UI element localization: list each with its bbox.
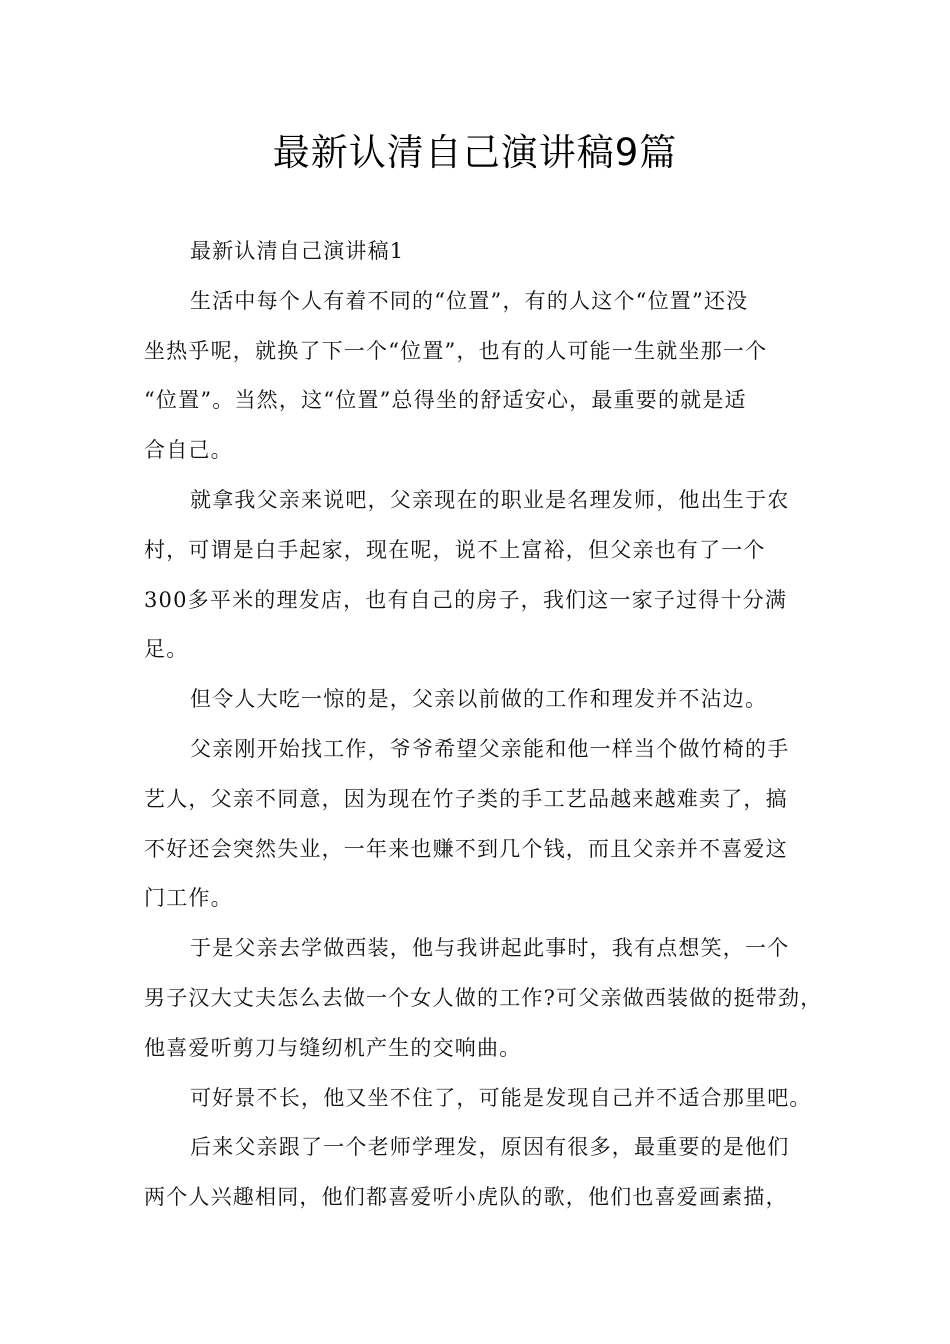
text-line: 两个人兴趣相同，他们都喜爱听小虎队的歌，他们也喜爱画素描， [144, 1185, 788, 1210]
paragraph [144, 476, 812, 675]
text-line: 300多平米的理发店，也有自己的房子，我们这一家子过得十分满 [144, 587, 788, 612]
text-line: 男子汉大丈夫怎么去做一个女人做的工作?可父亲做西装做的挺带劲， [144, 985, 823, 1010]
text-line: 足。 [144, 637, 189, 662]
document-body [144, 227, 823, 1223]
text-line: 他喜爱听剪刀与缝纫机产生的交响曲。 [144, 1035, 522, 1060]
text-line: 但令人大吃一惊的是，父亲以前做的工作和理发并不沾边。 [190, 687, 768, 712]
text-line: “位置”。当然，这“位置”总得坐的舒适安心，最重要的就是适 [144, 388, 747, 413]
paragraph [144, 924, 823, 1073]
text-line: 就拿我父亲来说吧，父亲现在的职业是名理发师，他出生于农 [190, 487, 790, 512]
text-line: 门工作。 [144, 886, 233, 911]
text-line: 艺人，父亲不同意，因为现在竹子类的手工艺品越来越难卖了，搞 [144, 786, 788, 811]
text-line: 于是父亲去学做西装，他与我讲起此事时，我有点想笑，一个 [190, 936, 790, 961]
paragraph [144, 1074, 812, 1124]
text-line: 村，可谓是白手起家，现在呢，说不上富裕，但父亲也有了一个 [144, 537, 766, 562]
paragraph [144, 675, 812, 725]
text-line: 生活中每个人有着不同的“位置”，有的人这个“位置”还没 [190, 288, 749, 313]
paragraph [144, 1123, 812, 1223]
text-line: 最新认清自己演讲稿1 [190, 239, 405, 263]
text-line: 后来父亲跟了一个老师学理发，原因有很多，最重要的是他们 [190, 1135, 790, 1160]
paragraph [144, 277, 812, 476]
paragraph-heading-1 [144, 227, 812, 277]
document-title: 最新认清自己演讲稿9篇 [272, 131, 678, 174]
text-line: 不好还会突然失业，一年来也赚不到几个钱，而且父亲并不喜爱这 [144, 836, 788, 861]
text-line: 合自己。 [144, 438, 233, 463]
paragraph [144, 725, 812, 924]
text-line: 可好景不长，他又坐不住了，可能是发现自己并不适合那里吧。 [190, 1085, 812, 1110]
text-line: 父亲刚开始找工作，爷爷希望父亲能和他一样当个做竹椅的手 [190, 736, 790, 761]
text-line: 坐热乎呢，就换了下一个“位置”，也有的人可能一生就坐那一个 [144, 338, 768, 363]
